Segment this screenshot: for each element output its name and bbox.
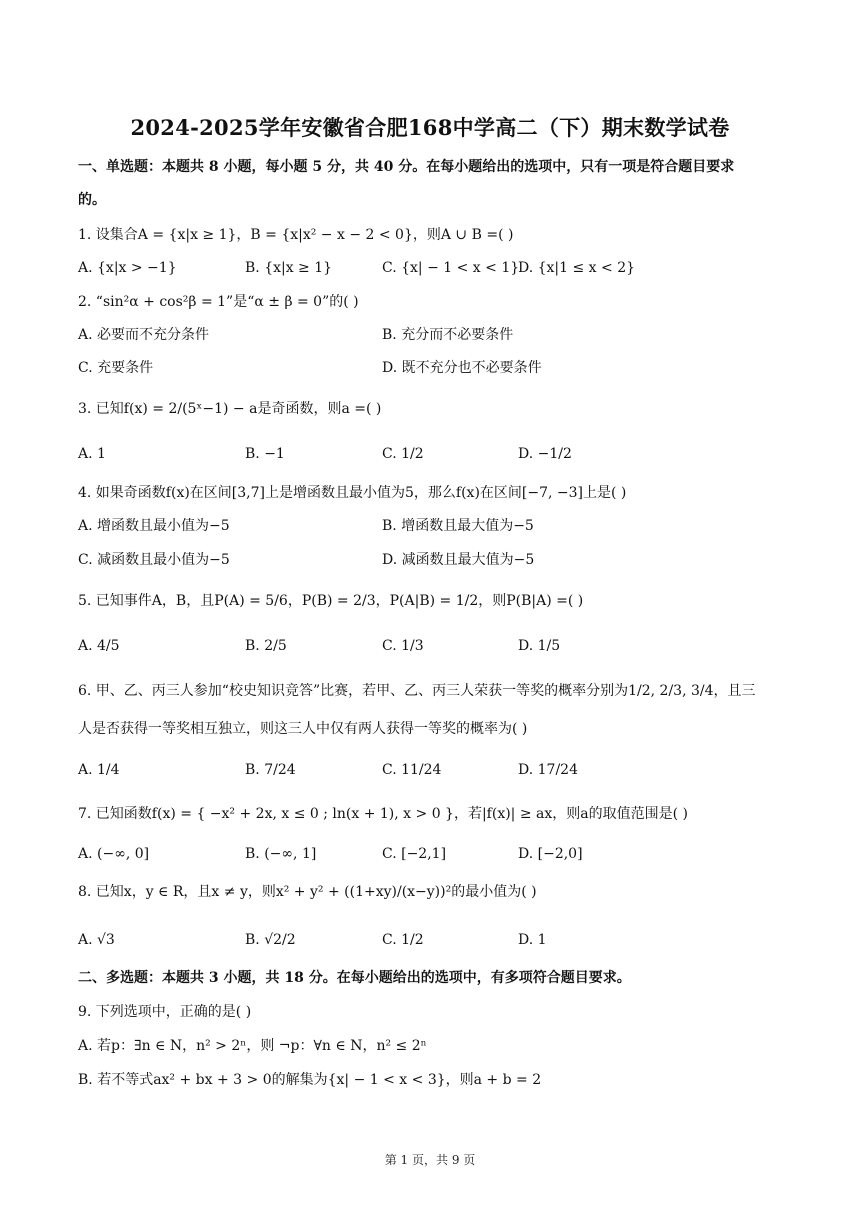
question-5-stem: 5. 已知事件A，B，且P(A) = 5/6，P(B) = 2/3，P(A|B) = 1/2，则P(B|A) =( ) [78, 593, 584, 609]
question-3-stem: 3. 已知f(x) = 2/(5ˣ−1) − a是奇函数，则a =( ) [78, 401, 382, 417]
question-2-option-a: A. 必要而不充分条件 [78, 327, 210, 343]
question-5-option-a: A. 4/5 [78, 638, 120, 654]
question-5-option-b: B. 2/5 [245, 638, 287, 654]
question-2-option-c: C. 充要条件 [78, 360, 154, 376]
question-1-option-d: D. {x|1 ≤ x < 2} [518, 260, 636, 276]
question-8-option-a: A. √3 [78, 932, 115, 948]
question-2-option-b: B. 充分而不必要条件 [382, 327, 514, 343]
question-5-option-c: C. 1/3 [382, 638, 424, 654]
question-9-stem: 9. 下列选项中，正确的是( ) [78, 1004, 252, 1020]
question-7-option-d: D. [−2,0] [518, 846, 583, 862]
question-1-option-b: B. {x|x ≥ 1} [245, 260, 333, 276]
question-8-option-b: B. √2/2 [245, 932, 296, 948]
question-3-option-a: A. 1 [78, 446, 106, 462]
question-7-stem: 7. 已知函数f(x) = { −x² + 2x, x ≤ 0 ; ln(x + 1), x > 0 }，若|f(x)| ≥ ax，则a的取值范围是( ) [78, 806, 688, 822]
question-8-option-c: C. 1/2 [382, 932, 424, 948]
section2-heading: 二、多选题：本题共 3 小题，共 18 分。在每小题给出的选项中，有多项符合题目要求。 [78, 970, 631, 986]
question-1-option-a: A. {x|x > −1} [78, 260, 177, 276]
question-6-option-d: D. 17/24 [518, 762, 578, 778]
question-4-stem: 4. 如果奇函数f(x)在区间[3,7]上是增函数且最小值为5，那么f(x)在区间[−7, −3]上是( ) [78, 485, 627, 501]
page-footer: 第 1 页，共 9 页 [384, 1153, 476, 1167]
question-1-stem: 1. 设集合A = {x|x ≥ 1}，B = {x|x² − x − 2 < 0}，则A ∪ B =( ) [78, 227, 514, 243]
question-9-option-b: B. 若不等式ax² + bx + 3 > 0的解集为{x| − 1 < x < 3}，则a + b = 2 [78, 1072, 542, 1088]
question-6-stem-line2: 人是否获得一等奖相互独立，则这三人中仅有两人获得一等奖的概率为( ) [78, 721, 528, 737]
question-7-option-a: A. (−∞, 0] [78, 846, 150, 862]
question-6-option-b: B. 7/24 [245, 762, 296, 778]
question-2-stem: 2. “sin²α + cos²β = 1”是“α ± β = 0”的( ) [78, 294, 359, 310]
question-7-option-b: B. (−∞, 1] [245, 846, 317, 862]
question-8-option-d: D. 1 [518, 932, 547, 948]
question-7-option-c: C. [−2,1] [382, 846, 447, 862]
question-5-option-d: D. 1/5 [518, 638, 561, 654]
page-title: 2024-2025学年安徽省合肥168中学高二（下）期末数学试卷 [130, 115, 730, 140]
question-4-option-c: C. 减函数且最小值为−5 [78, 552, 230, 568]
question-6-option-c: C. 11/24 [382, 762, 442, 778]
question-3-option-d: D. −1/2 [518, 446, 572, 462]
question-4-option-a: A. 增函数且最小值为−5 [78, 518, 230, 534]
question-1-option-c: C. {x| − 1 < x < 1} [382, 260, 520, 276]
question-9-option-a: A. 若p：∃n ∈ N，n² > 2ⁿ，则 ¬p：∀n ∈ N，n² ≤ 2ⁿ [78, 1038, 427, 1054]
question-8-stem: 8. 已知x，y ∈ R，且x ≠ y，则x² + y² + ((1+xy)/(x−y))²的最小值为( ) [78, 884, 537, 900]
question-4-option-b: B. 增函数且最大值为−5 [382, 518, 534, 534]
section1-heading-line2: 的。 [78, 192, 106, 208]
question-6-option-a: A. 1/4 [78, 762, 120, 778]
question-3-option-c: C. 1/2 [382, 446, 424, 462]
section1-heading-line1: 一、单选题：本题共 8 小题，每小题 5 分，共 40 分。在每小题给出的选项中，只有一项是符合题目要求 [78, 159, 735, 175]
question-2-option-d: D. 既不充分也不必要条件 [382, 360, 542, 376]
question-3-option-b: B. −1 [245, 446, 285, 462]
question-4-option-d: D. 减函数且最大值为−5 [382, 552, 535, 568]
question-6-stem-line1: 6. 甲、乙、丙三人参加“校史知识竞答”比赛，若甲、乙、丙三人荣获一等奖的概率分别为1/2, 2/3, 3/4，且三 [78, 683, 756, 699]
